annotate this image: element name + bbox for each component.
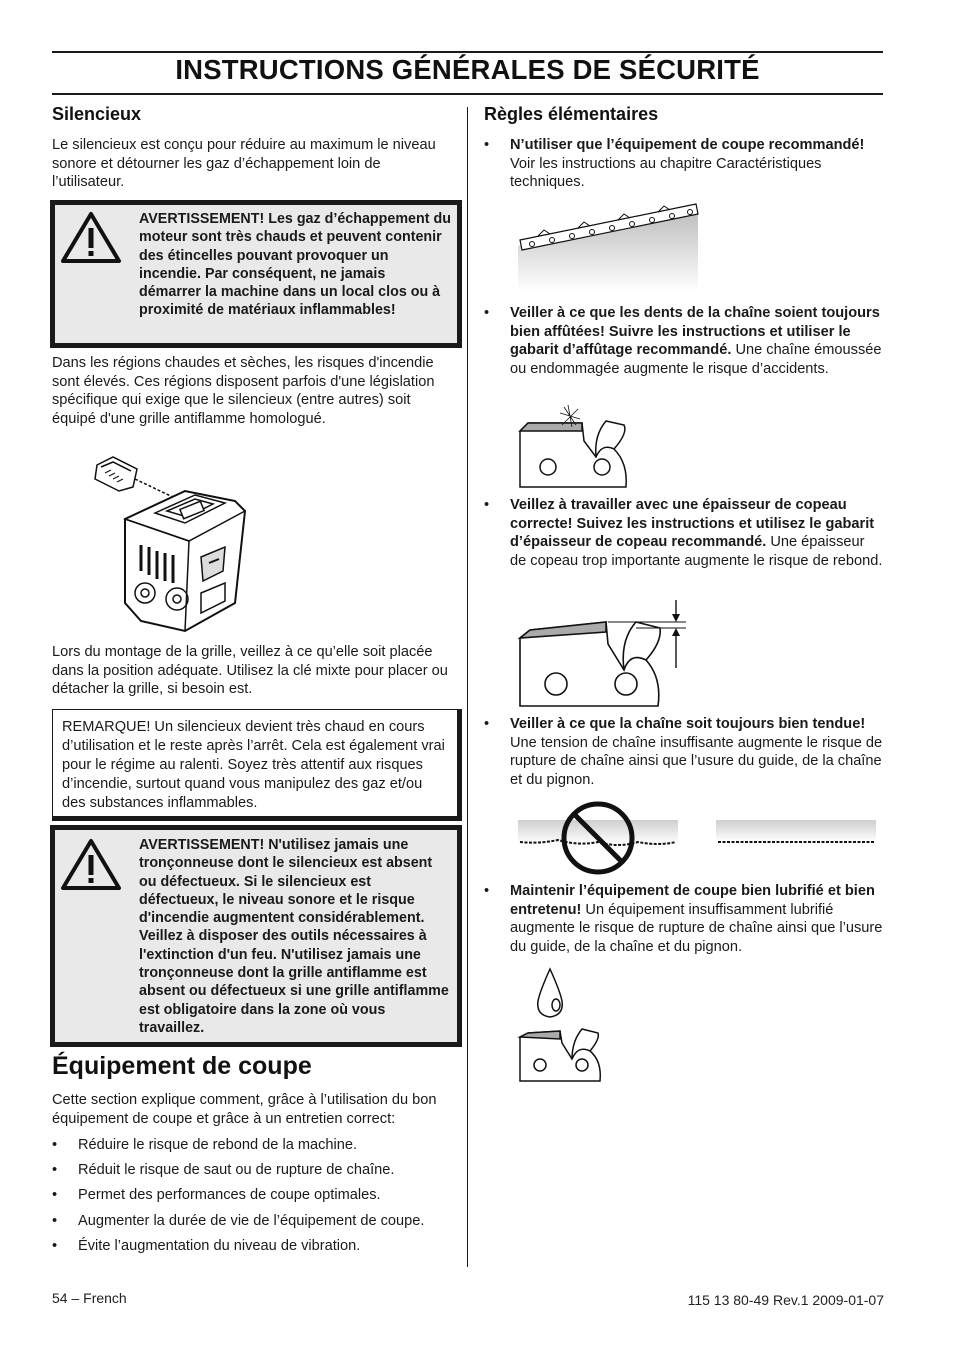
regions-paragraph: Dans les régions chaudes et sèches, les risques d'incendie sont élevés. Ces régions disposent parfois d'une législation spécifique qui exige que le silencieux (entre autres) soit équipé d'une grille antiflamme homologué. [52,355,435,428]
page-title: INSTRUCTIONS GÉNÉRALES DE SÉCURITÉ [175,54,760,85]
warning-box-silencer [50,825,462,1047]
montage-paragraph: Lors du montage de la grille, veillez à ce qu’elle soit placée dans la position adéquate. Utilisez la clé mixte pour placer ou détacher la grille, si besoin est. [52,644,448,698]
chain-on-bar-illustration [518,200,698,292]
rule-text: Une tension de chaîne insuffisante augmente le risque de rupture de chaîne ainsi que l’usure du guide, de la chaîne et du pignon. [510,734,883,789]
warning-box-exhaust [50,200,462,348]
rule-text: Une chaîne émoussée ou endommagée augmente le risque d’accidents. [510,342,882,378]
rule-bold: Veillez à travailler avec une épaisseur de copeau correcte! Suivez les instructions et utilisez le gabarit d’épaisseur de copeau recommandé. [510,497,875,551]
regles-heading: Règles élémentaires [484,104,659,124]
rule-text: Un équipement insuffisamment lubrifié augmente le risque de rupture de chaîne ainsi que l’usure du guide, de la chaîne et du pignon. [510,901,883,956]
lubrication-drop-illustration [516,965,616,1085]
equipement-intro: Cette section explique comment, grâce à l’utilisation du bon équipement de coupe et grâce à un entretien correct: [52,1092,437,1127]
equipement-benefits-list [52,1136,464,1256]
sharp-tooth-illustration [516,403,636,493]
rule-item-2 [484,304,884,400]
title-underline [52,93,883,95]
silencieux-heading: Silencieux [52,104,142,124]
list-item: • Augmenter la durée de vie de l’équipement de coupe. [52,1212,464,1231]
rule-item-4 [484,715,884,795]
rule-bold: Veiller à ce que la chaîne soit toujours bien tendue! [510,716,866,732]
rule-text: Une épaisseur de copeau trop importante augmente le risque de rebond. [510,534,883,570]
rule-text: Voir les instructions au chapitre Caractéristiques techniques. [510,155,822,191]
list-item: • Réduire le risque de rebond de la machine. [52,1136,464,1155]
list-item: • Réduit le risque de saut ou de rupture de chaîne. [52,1161,464,1180]
bullet-dot: • [484,497,490,513]
note-box-remarque [52,709,462,821]
bullet-dot: • [484,716,490,732]
bullet-dot: • [484,137,490,153]
rule-item-5 [484,882,884,962]
silencieux-intro: Le silencieux est conçu pour réduire au maximum le niveau sonore et détourner les gaz d’échappement loin de l’utilisateur. [52,137,436,191]
muffler-spark-arrestor-illustration [85,453,285,643]
list-item: • Évite l’augmentation du niveau de vibration. [52,1237,464,1256]
rule-bold: N’utiliser que l’équipement de coupe recommandé! [510,137,865,153]
list-item: • Permet des performances de coupe optimales. [52,1186,464,1205]
warning-text-silencer: AVERTISSEMENT! N'utilisez jamais une tronçonneuse dont le silencieux est absent ou défectueux. Si le silencieux est défectueux, le niveau sonore et le risque d'incendie augmentent considérablement. Veillez à disposer des outils nécessaires à l'extinction d'un feu. N'utilisez jamais une tronçonneuse dont la grille antiflamme est absent ou défectueux si une grille antiflamme est obligatoire dans la zone où vous travaillez. [139,837,449,1036]
rule-item-3 [484,496,884,592]
top-rule [52,51,883,53]
page-number: 54 – French [52,1290,127,1306]
rule-bold: Veiller à ce que les dents de la chaîne soient toujours bien affûtées! Suivre les instructions et utiliser le gabarit d’affûtage recommandé. [510,305,880,359]
document-reference: 115 13 80-49 Rev.1 2009-01-07 [687,1292,884,1308]
warning-text-exhaust: AVERTISSEMENT! Les gaz d’échappement du moteur sont très chauds et peuvent contenir des étincelles pouvant provoquer un incendie. Par conséquent, ne jamais démarrer la machine dans un local clos ou à proximité de matériaux inflammables! [139,211,451,319]
rule-item-1 [484,136,884,196]
depth-gauge-illustration [516,598,688,708]
chain-tension-illustration [518,800,878,880]
note-text-remarque: REMARQUE! Un silencieux devient très chaud en cours d’utilisation et le reste après l’arrêt. Cela est également vrai pour le régime au ralenti. Soyez très attentif aux risques d’incendie, surtout quand vous manipulez des gaz et/ou des substances inflammables. [62,719,445,811]
column-divider [467,107,468,1267]
warning-triangle-icon [59,209,123,265]
warning-triangle-icon [59,836,123,892]
bullet-dot: • [484,305,490,321]
rule-bold: Maintenir l’équipement de coupe bien lubrifié et bien entretenu! [510,883,875,918]
bullet-dot: • [484,883,490,899]
equipement-heading: Équipement de coupe [52,1052,312,1080]
